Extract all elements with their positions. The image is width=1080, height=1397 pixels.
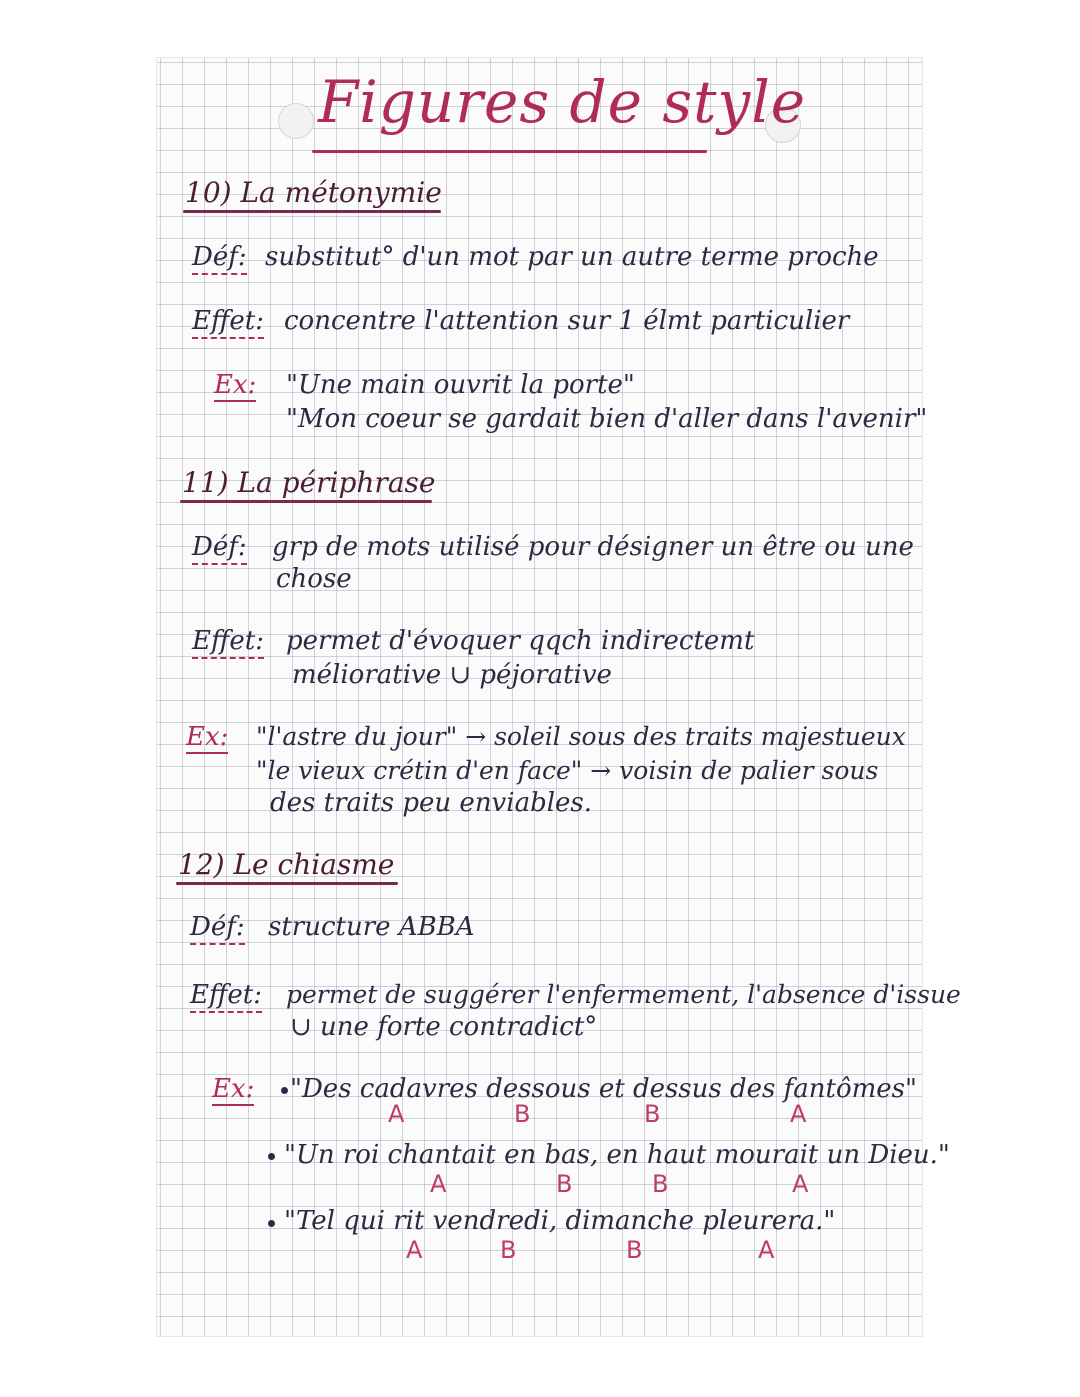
title-underline — [312, 150, 707, 153]
ex-label: Ex: — [212, 1074, 255, 1104]
chiasme-mark: A — [790, 1100, 807, 1128]
def-text: substitut° d'un mot par un autre terme proche — [265, 242, 879, 272]
chiasme-mark: B — [500, 1236, 517, 1264]
example-line: des traits peu enviables. — [270, 788, 593, 818]
def-text: chose — [276, 564, 352, 594]
example-line: "le vieux crétin d'en face" → voisin de palier sous — [256, 756, 879, 785]
chiasme-mark: B — [514, 1100, 531, 1128]
effet-text: permet de suggérer l'enfermement, l'absence d'issue — [286, 980, 961, 1009]
chiasme-mark: B — [644, 1100, 661, 1128]
example-line: "Une main ouvrit la porte" — [286, 370, 635, 400]
chiasme-example: "Tel qui rit vendredi, dimanche pleurera." — [284, 1206, 836, 1236]
punch-hole-left — [278, 103, 314, 139]
section-heading-11: 11) La périphrase — [182, 466, 436, 499]
def-label: Déf: — [192, 532, 247, 565]
bullet-dot — [281, 1087, 288, 1094]
section-heading-underline — [180, 500, 432, 503]
section-heading-12: 12) Le chiasme — [178, 848, 395, 881]
section-heading-underline — [183, 210, 441, 213]
def-text: grp de mots utilisé pour désigner un être ou une — [272, 532, 914, 562]
def-label: Déf: — [192, 242, 247, 275]
page-title: Figures de style — [318, 68, 807, 136]
effet-text: concentre l'attention sur 1 élmt particulier — [284, 306, 850, 336]
effet-text: permet d'évoquer qqch indirectemt — [286, 626, 755, 656]
chiasme-example: "Des cadavres dessous et dessus des fantômes" — [290, 1074, 917, 1104]
chiasme-mark: A — [388, 1100, 405, 1128]
chiasme-mark: B — [626, 1236, 643, 1264]
effet-label: Effet: — [192, 306, 264, 339]
chiasme-mark: A — [758, 1236, 775, 1264]
section-heading-10: 10) La métonymie — [185, 176, 442, 209]
section-heading-underline — [176, 882, 398, 885]
effet-text: ∪ une forte contradict° — [290, 1012, 598, 1042]
chiasme-mark: A — [430, 1170, 447, 1198]
effet-text: méliorative ∪ péjorative — [292, 660, 612, 690]
chiasme-mark: A — [406, 1236, 423, 1264]
chiasme-mark: A — [792, 1170, 809, 1198]
example-line: "l'astre du jour" → soleil sous des traits majestueux — [256, 722, 906, 751]
effet-label: Effet: — [190, 980, 262, 1013]
def-text: structure ABBA — [268, 912, 475, 942]
def-label: Déf: — [190, 912, 245, 945]
chiasme-mark: B — [652, 1170, 669, 1198]
ex-label: Ex: — [214, 370, 257, 400]
bullet-dot — [268, 1153, 275, 1160]
bullet-dot — [268, 1220, 275, 1227]
chiasme-mark: B — [556, 1170, 573, 1198]
chiasme-example: "Un roi chantait en bas, en haut mourait un Dieu." — [284, 1140, 950, 1170]
ex-label: Ex: — [186, 722, 229, 752]
effet-label: Effet: — [192, 626, 264, 659]
example-line: "Mon coeur se gardait bien d'aller dans l'avenir" — [286, 404, 928, 434]
